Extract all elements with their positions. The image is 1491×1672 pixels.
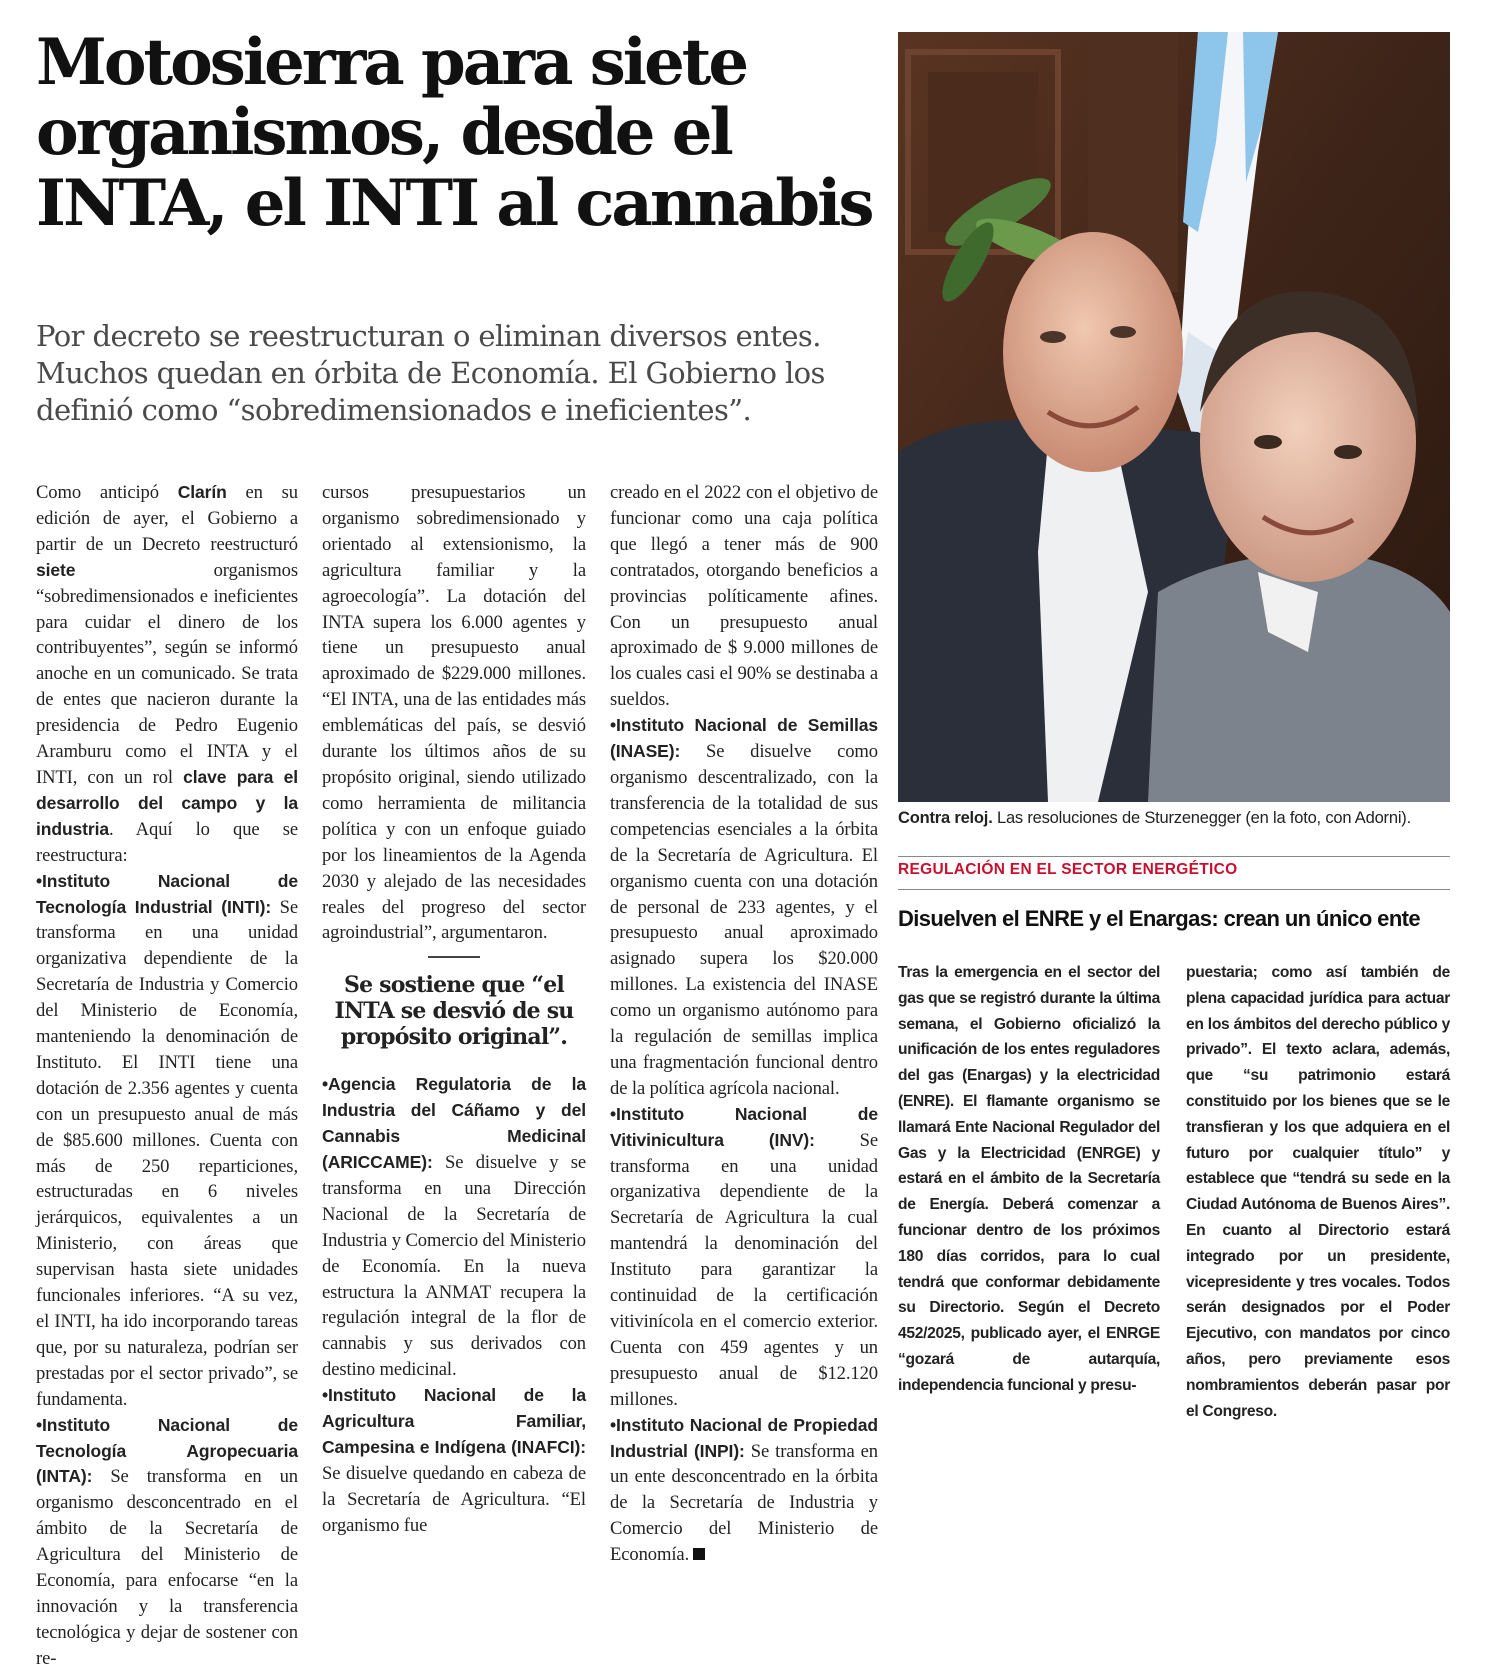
item-inafci: •Instituto Nacional de la Agricultura Familiar, Campesina e Indígena (INAFCI): Se disuelve quedando en cabeza de la Secretaría de Agricultura. “El organismo fue <box>322 1385 586 1536</box>
item-inase: •Instituto Nacional de Semillas (INASE): Se disuelve como organismo descentralizado, con la transferencia de la totalidad de sus competencias esenciales a la órbita de la Secretaría de Agricultura. El organismo cuenta con una dotación de personal de 233 agentes, y el presupuesto anual aproximado asignado supera los $20.000 millones. La existencia del INASE como un organismo autónomo para la regulación de semillas implica una fragmentación funcional dentro de la política agrícola nacional. <box>610 715 878 1099</box>
item-inta-continued: cursos presupuestarios un organismo sobredimensionado y orientado al extensionismo, la agricultura familiar y la agroecología”. La dotación del INTA supera los 6.000 agentes y tiene un presupuesto anual aproximado de $229.000 millones. “El INTA, una de las entidades más emblemáticas del país, se desvió durante los últimos años de su propósito original, siendo utilizado como herramienta de militancia política y con un enfoque guiado por los lineamientos de la Agenda 2030 y alejado de las necesidades reales del progreso del sector agroindustrial”, argumentaron. <box>322 482 586 944</box>
item-inafci-continued: creado en el 2022 con el objetivo de funcionar como una caja política que llegó a tener más de 900 contratados, otorgando beneficios a provincias políticamente afines. Con un presupuesto anual aproximado de $ 9.000 millones de los cuales casi el 90% se destinaba a sueldos. <box>610 482 878 711</box>
item-ariccame: •Agencia Regulatoria de la Industria del Cáñamo y del Cannabis Medicinal (ARICCAME): Se disuelve y se transforma en una Dirección Nacional de la Secretaría de Industria y Comercio del Ministerio de Economía. En la nueva estructura la ANMAT recupera la regulación integral de la flor de cannabis y sus derivados con destino medicinal. <box>322 1074 586 1381</box>
deck-line: definió como “sobredimensionados e ineficientes”. <box>36 393 752 428</box>
sidebar-text: puestaria; como así también de plena capacidad jurídica para actuar en los ámbitos del derecho público y privado”. El texto aclara, además, que “su patrimonio estará constituido por los bienes que se le transfieran y los que adquiera en el futuro por cualquier título” y establece que “tendrá su sede en la Ciudad Autónoma de Buenos Aires”. En cuanto al Directorio estará integrado por un presidente, vicepresidente y tres vocales. Todos serán designados por el Poder Ejecutivo, con mandatos por cinco años, pero previamente esos nombramientos deberán pasar por el Congreso. <box>1186 964 1450 1420</box>
pull-quote-text: Se sostiene que “el INTA se desvió de su propósito original”. <box>334 972 574 1051</box>
section-label: REGULACIÓN EN EL SECTOR ENERGÉTICO <box>898 861 1238 878</box>
sidebar-mid-rule <box>898 889 1450 890</box>
pull-quote-rule <box>428 956 480 958</box>
item-inpi: •Instituto Nacional de Propiedad Industrial (INPI): Se transforma en un ente desconcentrado en la órbita de la Secretaría de Industria y Comercio del Ministerio de Economía. <box>610 1414 878 1566</box>
item-inv: •Instituto Nacional de Vitivinicultura (INV): Se transforma en una unidad organizativa dependiente de la Secretaría de Agricultura la cual mantendrá la denominación del Instituto para garantizar la continuidad de la certificación vitivinícola en el comercio exterior. Cuenta con 459 agentes y un presupuesto anual de $12.120 millones. <box>610 1103 878 1410</box>
headline <box>36 25 876 241</box>
headline-line: INTA, el INTI al cannabis <box>36 165 872 241</box>
article-column-3 <box>610 480 878 1568</box>
article-intro: Como anticipó Clarín en su edición de ayer, el Gobierno a partir de un Decreto reestructuró siete organismos “sobredimensionados e ineficientes para cuidar el dinero de los contribuyentes”, según se informó anoche en un comunicado. Se trata de entes que nacieron durante la presidencia de Pedro Eugenio Aramburu como el INTA y el INTI, con un rol clave para el desarrollo del campo y la industria. Aquí lo que se reestructura: <box>36 482 298 866</box>
photo-illustration <box>898 32 1450 802</box>
sidebar-column-1 <box>898 960 1160 1399</box>
item-inti: •Instituto Nacional de Tecnología Industrial (INTI): Se transforma en una unidad organizativa dependiente de la Secretaría de Industria y Comercio del Ministerio de Economía, manteniendo la denominación de Instituto. El INTI tiene una dotación de 2.356 agentes y cuenta con un presupuesto anual de más de $85.600 millones. Cuenta con más de 250 reparticiones, estructuradas en 6 niveles jerárquicos, equivalentes a un Ministerio, con áreas que supervisan hasta siete unidades funcionales inferiores. “A su vez, el INTI, ha ido incorporando tareas que, por su naturaleza, podrían ser prestadas por el sector privado”, se fundamenta. <box>36 870 298 1410</box>
headline-line: organismos, desde el <box>36 95 731 171</box>
sidebar-top-rule <box>898 856 1450 857</box>
deck <box>36 318 876 429</box>
sidebar-column-2 <box>1186 960 1450 1424</box>
sidebar-text: Tras la emergencia en el sector del gas que se registró durante la última semana, el Gobierno oficializó la unificación de los entes reguladores del gas (Enargas) y la electricidad (ENRE). El flamante organismo se llamará Ente Nacional Regulador del Gas y la Electricidad (ENRGE) y estará en el ámbito de la Secretaría de Energía. Deberá comenzar a funcionar dentro de los próximos 180 días corridos, para lo cual tendrá que conformar debidamente su Directorio. Según el Decreto 452/2025, publicado ayer, el ENRGE “gozará de autarquía, independencia funcional y presu- <box>898 964 1160 1394</box>
headline-line: Motosierra para siete <box>36 25 747 100</box>
item-inta: •Instituto Nacional de Tecnología Agropecuaria (INTA): Se transforma en un organismo desconcentrado en el ámbito de la Secretaría de Agricultura del Ministerio de Economía, para enfocarse “en la innovación y la transferencia tecnológica y dejar de sostener con re- <box>36 1414 298 1669</box>
deck-line: Por decreto se reestructuran o eliminan diversos entes. <box>36 319 821 353</box>
deck-line: Muchos quedan en órbita de Economía. El Gobierno los <box>36 356 825 391</box>
sidebar-headline: Disuelven el ENRE y el Enargas: crean un único ente <box>898 906 1421 931</box>
pull-quote <box>322 956 586 1050</box>
end-mark-icon <box>693 1548 705 1560</box>
article-column-1 <box>36 480 298 1672</box>
photo <box>898 32 1450 802</box>
article-column-2 <box>322 480 586 1539</box>
photo-caption: Contra reloj. Las resoluciones de Sturzenegger (en la foto, con Adorni). <box>898 809 1411 827</box>
